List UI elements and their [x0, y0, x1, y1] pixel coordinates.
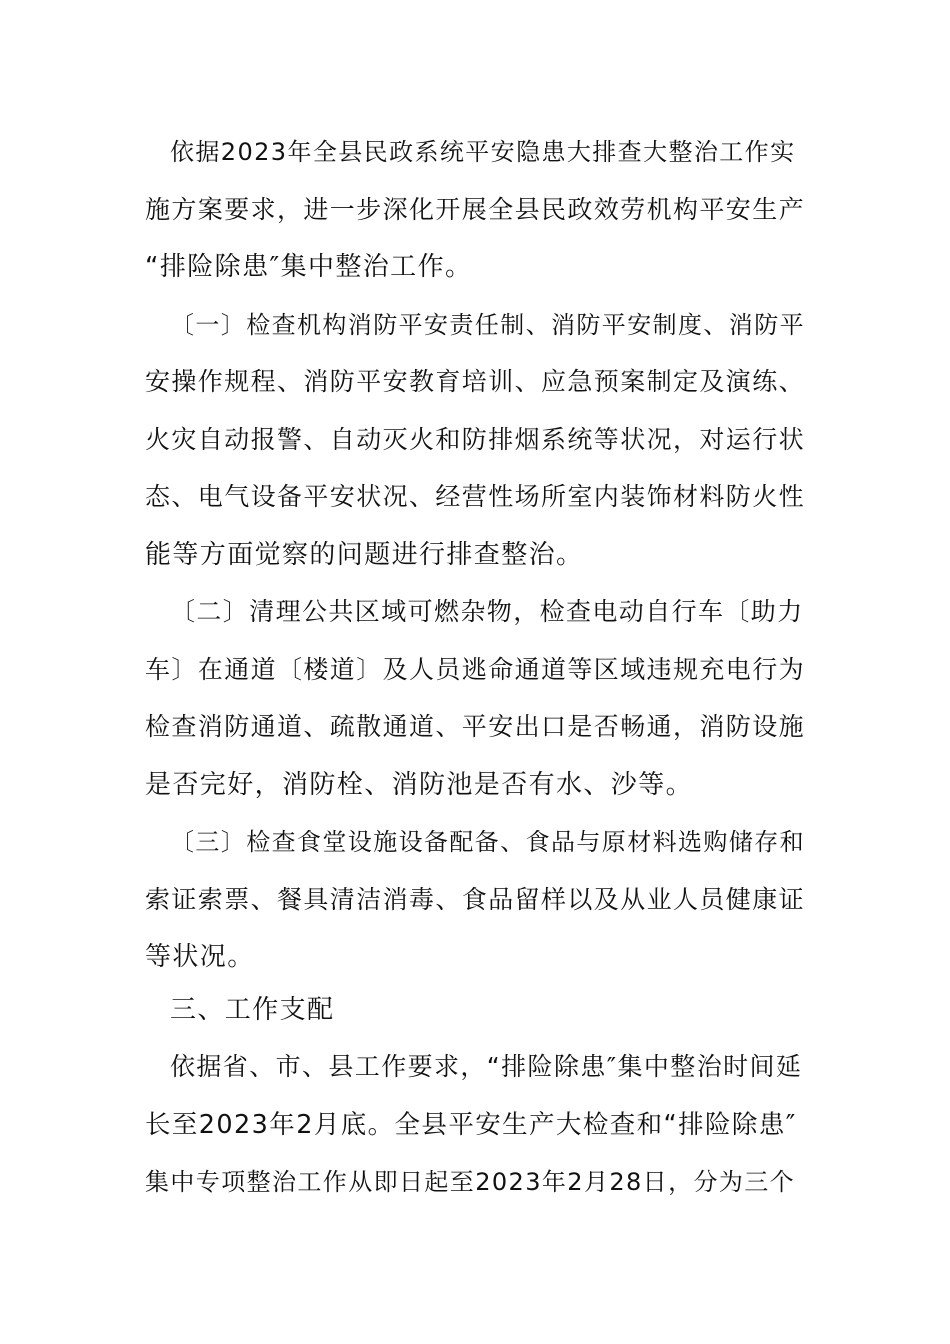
item-2-line-4: 是否完好，消防栓、消防池是否有水、沙等。 [145, 770, 694, 800]
item-1-line-4: 态、电气设备平安状况、经营性场所室内装饰材料防火性 [145, 482, 806, 511]
item-2-line-1: 〔二〕清理公共区域可燃杂物，检查电动自行车〔助力 [170, 597, 804, 626]
schedule-line-1: 依据省、市、县工作要求，“排险除患″集中整治时间延 [170, 1052, 803, 1081]
item-2-line-2: 车〕在通道〔楼道〕及人员逃命通道等区域违规充电行为 [145, 655, 806, 684]
item-1-line-2: 安操作规程、消防平安教育培训、应急预案制定及演练、 [145, 367, 806, 396]
schedule-line-3: 集中专项整治工作从即日起至2023年2月28日，分为三个 [145, 1168, 796, 1196]
item-1-line-3: 火灾自动报警、自动灭火和防排烟系统等状况，对运行状 [145, 425, 806, 454]
schedule-line-2: 长至2023年2月底。全县平安生产大检查和“排险除患″ [145, 1110, 797, 1140]
item-3-line-2: 索证索票、餐具清洁消毒、食品留样以及从业人员健康证 [145, 885, 806, 914]
item-1-line-5: 能等方面觉察的问题进行排查整治。 [145, 540, 584, 570]
item-1-line-1: 〔一〕检查机构消防平安责任制、消防平安制度、消防平 [170, 311, 805, 339]
paragraph-intro-line-3: “排险除患″集中整治工作。 [145, 252, 473, 282]
item-2-line-3: 检查消防通道、疏散通道、平安出口是否畅通，消防设施 [145, 712, 806, 741]
paragraph-intro-line-1: 依据2023年全县民政系统平安隐患大排查大整治工作实 [170, 138, 796, 166]
item-3-line-3: 等状况。 [145, 942, 255, 972]
paragraph-intro-line-2: 施方案要求，进一步深化开展全县民政效劳机构平安生产 [145, 195, 806, 224]
item-3-line-1: 〔三〕检查食堂设施设备配备、食品与原材料选购储存和 [170, 828, 805, 856]
section-heading: 三、工作支配 [170, 995, 335, 1025]
